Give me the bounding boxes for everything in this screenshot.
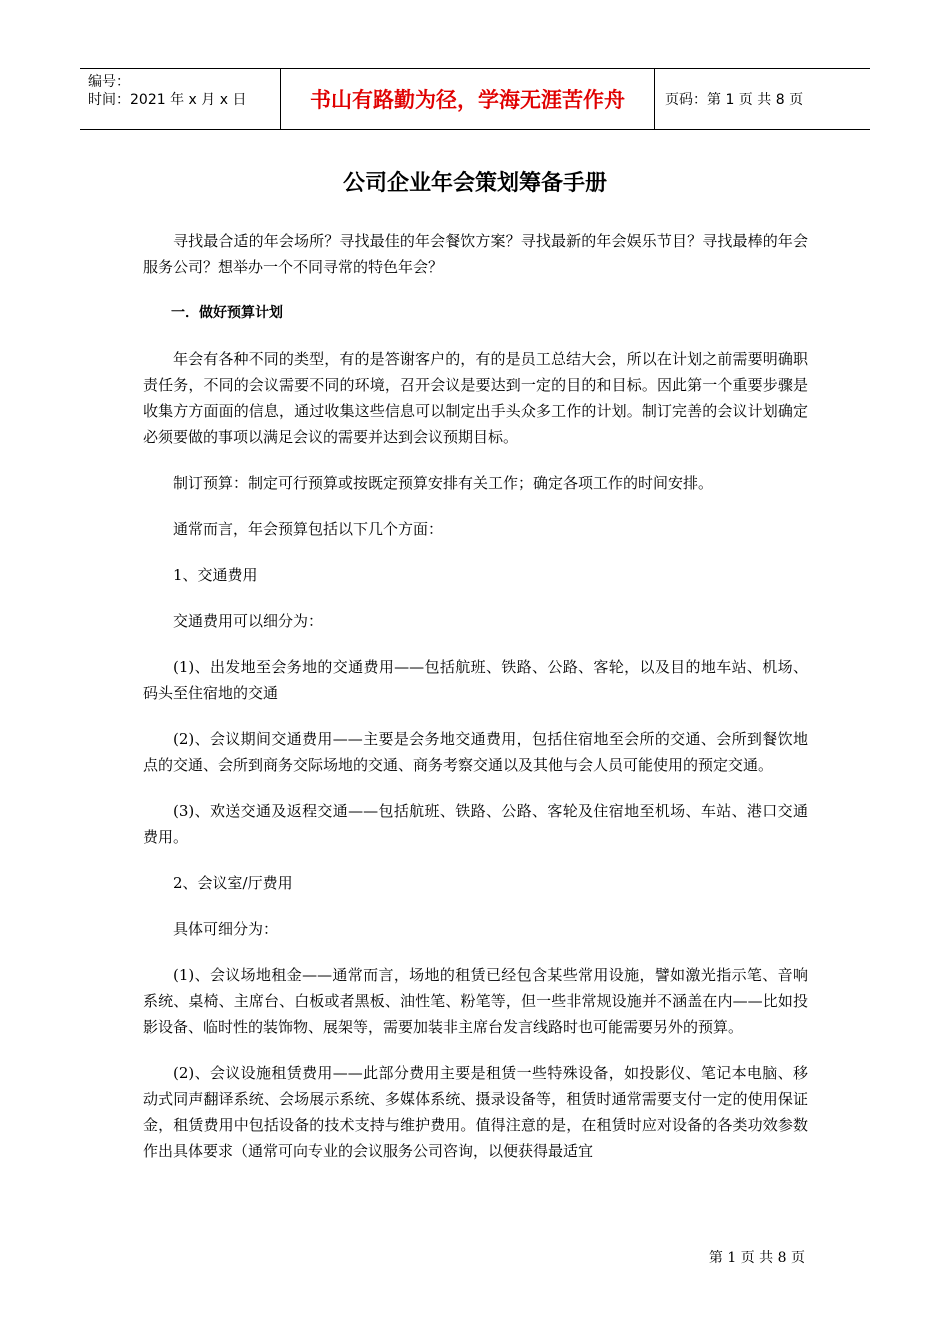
list-item: (1)、会议场地租金——通常而言，场地的租赁已经包含某些常用设施，譬如激光指示笔、音响系统、桌椅、主席台、白板或者黑板、油性笔、粉笔等，但一些非常规设施并不涵盖在内——比如投影设备、临时性的装饰物、展架等，需要加装非主席台发言线路时也可能需要另外的预算。 — [143, 966, 808, 1036]
body-paragraph: 制订预算：制定可行预算或按既定预算安排有关工作；确定各项工作的时间安排。 — [173, 474, 714, 492]
list-heading: 2、会议室/厅费用 — [173, 874, 293, 892]
list-heading: 1、交通费用 — [173, 566, 258, 584]
serial-number-label: 编号： — [88, 74, 130, 90]
intro-paragraph: 寻找最合适的年会场所？寻找最佳的年会餐饮方案？寻找最新的年会娱乐节目？寻找最棒的年会服务公司？想举办一个不同寻常的特色年会？ — [143, 232, 808, 276]
list-item: (3)、欢送交通及返程交通——包括航班、铁路、公路、客轮及住宿地至机场、车站、港口交通费用。 — [143, 802, 808, 846]
list-item: (2)、会议期间交通费用——主要是会务地交通费用，包括住宿地至会所的交通、会所到餐饮地点的交通、会所到商务交际场地的交通、商务考察交通以及其他与会人员可能使用的预定交通。 — [143, 730, 808, 774]
document-title: 公司企业年会策划筹备手册 — [342, 171, 607, 196]
document-body — [143, 228, 808, 1184]
body-paragraph: 交通费用可以细分为： — [173, 612, 324, 630]
header-motto: 书山有路勤为径，学海无涯苦作舟 — [280, 69, 655, 129]
page-footer: 第 1 页 共 8 页 — [708, 1250, 805, 1266]
body-paragraph: 年会有各种不同的类型，有的是答谢客户的，有的是员工总结大会，所以在计划之前需要明确职责任务，不同的会议需要不同的环境，召开会议是要达到一定的目的和目标。因此第一个重要步骤是收集方方面面的信息，通过收集这些信息可以制定出手头众多工作的计划。制订完善的会议计划确定必须要做的事项以满足会议的需要并达到会议预期目标。 — [143, 350, 808, 446]
body-paragraph: 通常而言，年会预算包括以下几个方面： — [173, 520, 444, 538]
date-label: 时间：2021 年 x 月 x 日 — [88, 92, 247, 108]
list-item: (1)、出发地至会务地的交通费用——包括航班、铁路、公路、客轮，以及目的地车站、机场、码头至住宿地的交通 — [143, 658, 808, 702]
page-header — [80, 68, 870, 130]
body-paragraph: 具体可细分为： — [173, 920, 279, 938]
header-meta — [80, 69, 280, 129]
list-item: (2)、会议设施租赁费用——此部分费用主要是租赁一些特殊设备，如投影仪、笔记本电脑、移动式同声翻译系统、会场展示系统、多媒体系统、摄录设备等，租赁时通常需要支付一定的使用保证金，租赁费用中包括设备的技术支持与维护费用。值得注意的是，在租赁时应对设备的各类功效参数作出具体要求（通常可向专业的会议服务公司咨询，以便获得最适宜 — [143, 1064, 808, 1160]
section-heading: 一．做好预算计划 — [171, 305, 283, 321]
header-page-info: 页码：第 1 页 共 8 页 — [665, 92, 804, 108]
